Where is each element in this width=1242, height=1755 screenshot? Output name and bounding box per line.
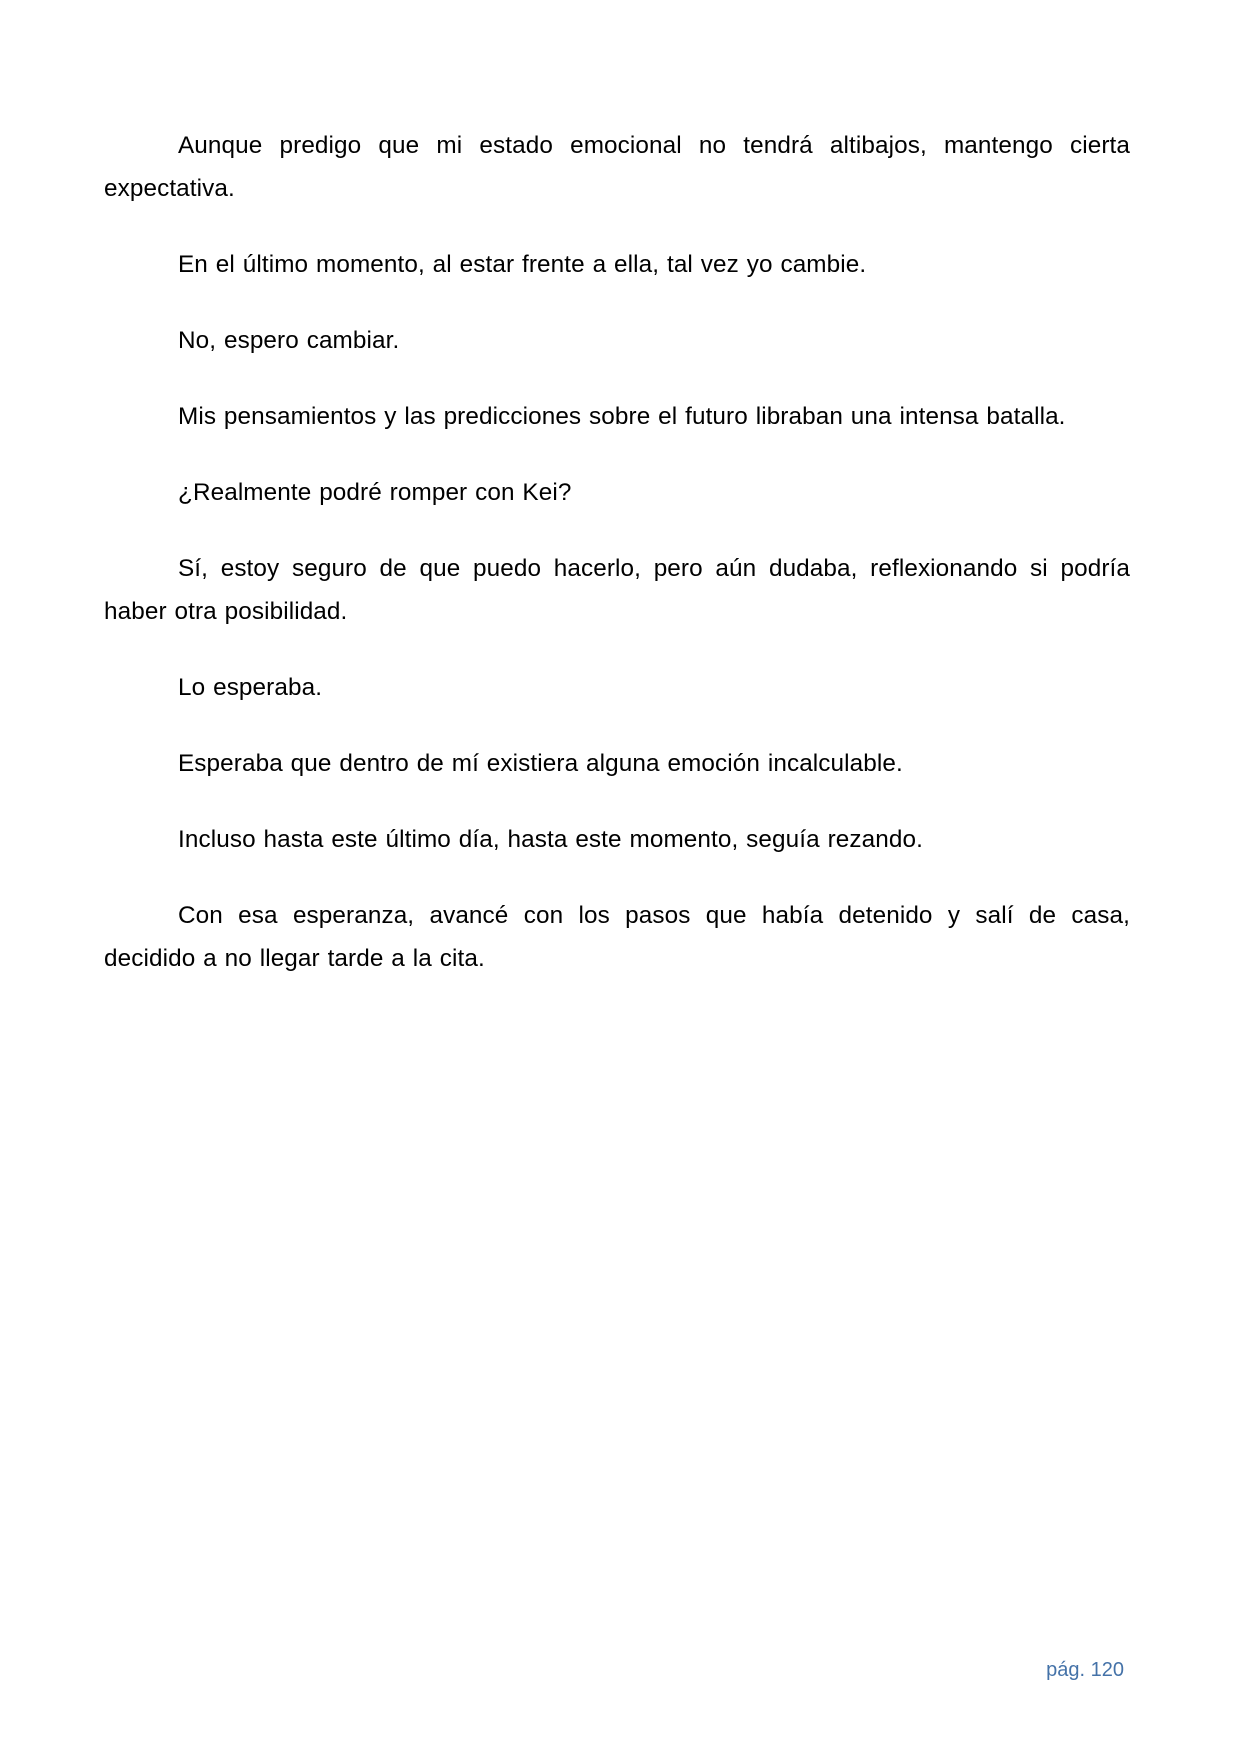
paragraph: Aunque predigo que mi estado emocional no tendrá altibajos, mantengo cierta expectativa. <box>104 132 1130 202</box>
document-body <box>104 124 1130 1013</box>
paragraph: Esperaba que dentro de mí existiera alguna emoción incalculable. <box>178 750 903 777</box>
paragraph: Con esa esperanza, avancé con los pasos que había detenido y salí de casa, decidido a no llegar tarde a la cita. <box>104 902 1130 972</box>
paragraph: Incluso hasta este último día, hasta este momento, seguía rezando. <box>178 826 923 853</box>
paragraph: Sí, estoy seguro de que puedo hacerlo, pero aún dudaba, reflexionando si podría haber otra posibilidad. <box>104 555 1130 625</box>
paragraph: No, espero cambiar. <box>178 327 400 354</box>
paragraph: En el último momento, al estar frente a ella, tal vez yo cambie. <box>178 251 867 278</box>
paragraph: Lo esperaba. <box>178 674 323 701</box>
page-number-footer: pág. 120 <box>1046 1659 1124 1681</box>
paragraph: ¿Realmente podré romper con Kei? <box>178 479 572 506</box>
paragraph: Mis pensamientos y las predicciones sobre el futuro libraban una intensa batalla. <box>178 403 1066 430</box>
